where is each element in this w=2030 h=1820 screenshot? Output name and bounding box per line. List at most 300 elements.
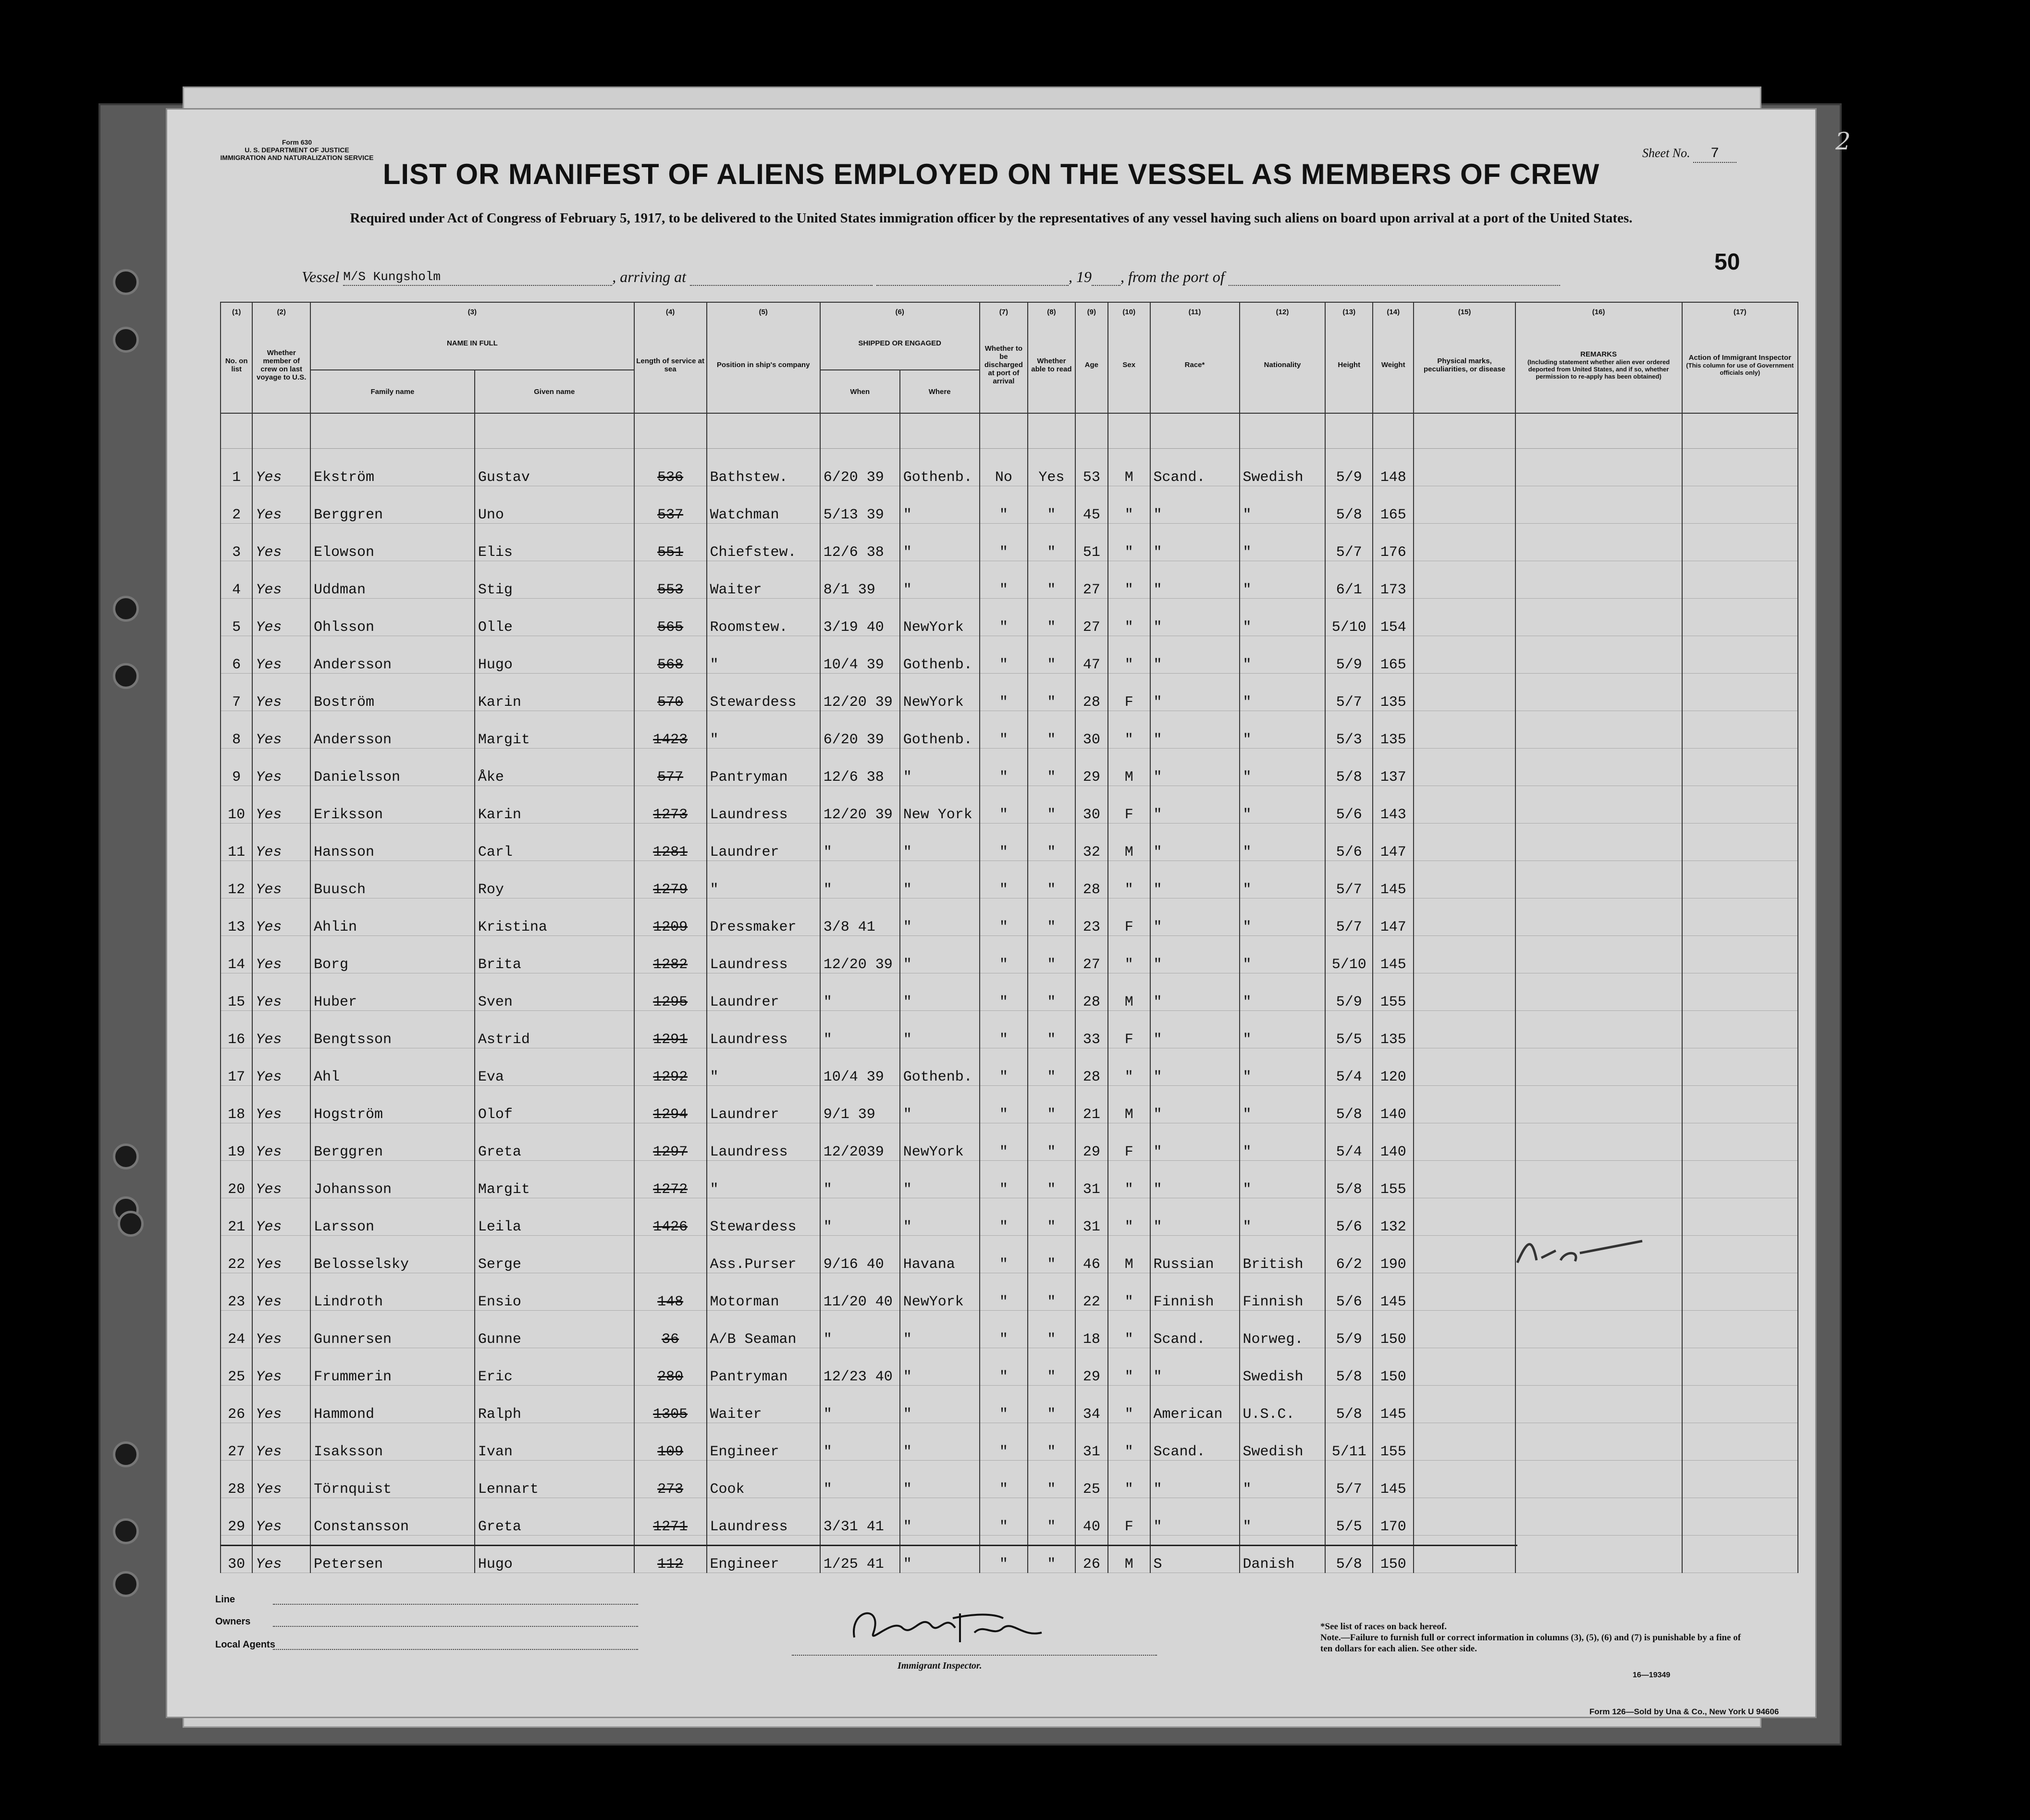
given-name-cell: Carl <box>475 824 634 861</box>
able-to-read-cell: " <box>1028 749 1075 786</box>
given-name-cell: Eva <box>475 1048 634 1086</box>
col-number: (13) <box>1325 302 1373 317</box>
family-name-cell: Hammond <box>310 1386 475 1423</box>
inspector-action-cell <box>1682 861 1798 898</box>
table-row <box>221 1123 1798 1161</box>
table-row <box>221 599 1798 636</box>
table-row <box>221 711 1798 749</box>
inspector-action-cell <box>1682 1498 1798 1536</box>
header-where: Where <box>900 370 980 413</box>
given-name-cell: Gunne <box>475 1311 634 1348</box>
remarks-cell <box>1515 1048 1682 1086</box>
nationality-cell: Norweg. <box>1240 1311 1326 1348</box>
header-name-in-full: NAME IN FULL <box>310 317 634 370</box>
family-name-cell: Gunnersen <box>310 1311 475 1348</box>
able-to-read-cell: " <box>1028 824 1075 861</box>
discharged-cell: " <box>980 1236 1028 1273</box>
physical-marks-cell <box>1414 1423 1515 1461</box>
age-cell: 33 <box>1075 1011 1108 1048</box>
age-cell: 30 <box>1075 711 1108 749</box>
weight-cell: 140 <box>1373 1123 1414 1161</box>
department-name: U. S. DEPARTMENT OF JUSTICE <box>245 146 349 154</box>
age-cell: 21 <box>1075 1086 1108 1123</box>
able-to-read-cell: " <box>1028 1236 1075 1273</box>
inspector-action-cell <box>1682 1273 1798 1311</box>
member-last-voyage-cell: Yes <box>252 786 310 824</box>
weight-cell: 132 <box>1373 1198 1414 1236</box>
inspector-action-cell <box>1682 1461 1798 1498</box>
sex-cell: " <box>1108 636 1150 674</box>
discharged-cell: " <box>980 861 1028 898</box>
table-row <box>221 561 1798 599</box>
header-able-to-read: Whether able to read <box>1028 317 1075 413</box>
family-name-cell: Huber <box>310 973 475 1011</box>
weight-cell: 143 <box>1373 786 1414 824</box>
race-cell: " <box>1150 749 1240 786</box>
member-last-voyage-cell: Yes <box>252 973 310 1011</box>
remarks-cell <box>1515 1461 1682 1498</box>
engaged-when-cell: 9/1 39 <box>820 1086 900 1123</box>
physical-marks-cell <box>1414 1311 1515 1348</box>
race-cell: Scand. <box>1150 449 1240 486</box>
binder-hole <box>113 1571 139 1597</box>
family-name-cell: Törnquist <box>310 1461 475 1498</box>
able-to-read-cell: " <box>1028 1086 1075 1123</box>
inspector-action-cell <box>1682 749 1798 786</box>
row-number-cell: 18 <box>221 1086 252 1123</box>
able-to-read-cell: " <box>1028 861 1075 898</box>
height-cell: 5/9 <box>1325 973 1373 1011</box>
weight-cell: 155 <box>1373 973 1414 1011</box>
member-last-voyage-cell: Yes <box>252 1161 310 1198</box>
member-last-voyage-cell: Yes <box>252 1198 310 1236</box>
header-no-on-list: No. on list <box>221 317 252 413</box>
member-last-voyage-cell: Yes <box>252 1536 310 1573</box>
engaged-when-cell: " <box>820 1311 900 1348</box>
binder-hole <box>113 327 139 353</box>
remarks-cell <box>1515 1086 1682 1123</box>
height-cell: 5/11 <box>1325 1423 1373 1461</box>
height-cell: 5/8 <box>1325 1536 1373 1573</box>
physical-marks-cell <box>1414 486 1515 524</box>
table-row <box>221 749 1798 786</box>
height-cell: 5/5 <box>1325 1011 1373 1048</box>
length-of-service-cell <box>634 1423 707 1461</box>
weight-cell: 150 <box>1373 1311 1414 1348</box>
length-of-service-value: 1294 <box>653 1107 688 1123</box>
table-row <box>221 973 1798 1011</box>
nationality-cell: " <box>1240 636 1326 674</box>
inspector-action-cell <box>1682 1536 1798 1573</box>
engaged-when-cell: 12/23 40 <box>820 1348 900 1386</box>
able-to-read-cell: " <box>1028 486 1075 524</box>
age-cell: 53 <box>1075 449 1108 486</box>
length-of-service-value: 1281 <box>653 844 688 861</box>
discharged-cell: " <box>980 898 1028 936</box>
age-cell: 46 <box>1075 1236 1108 1273</box>
given-name-cell: Stig <box>475 561 634 599</box>
inspector-action-cell <box>1682 1161 1798 1198</box>
local-agents-label: Local Agents <box>215 1639 275 1650</box>
able-to-read-cell: " <box>1028 936 1075 973</box>
able-to-read-cell: " <box>1028 1536 1075 1573</box>
race-cell: " <box>1150 486 1240 524</box>
inspector-action-cell <box>1682 824 1798 861</box>
given-name-cell: Kristina <box>475 898 634 936</box>
given-name-cell: Olle <box>475 599 634 636</box>
able-to-read-cell: " <box>1028 1011 1075 1048</box>
engaged-where-cell: Gothenb. <box>900 636 980 674</box>
weight-cell: 165 <box>1373 636 1414 674</box>
age-cell: 45 <box>1075 486 1108 524</box>
nationality-cell: " <box>1240 824 1326 861</box>
position-cell: " <box>707 1161 820 1198</box>
line-field <box>273 1604 638 1605</box>
engaged-when-cell: 12/20 39 <box>820 786 900 824</box>
row-number-cell: 20 <box>221 1161 252 1198</box>
height-cell: 5/8 <box>1325 749 1373 786</box>
header-whether-member: Whether member of crew on last voyage to U.S. <box>252 317 310 413</box>
race-cell: Scand. <box>1150 1423 1240 1461</box>
member-last-voyage-cell: Yes <box>252 636 310 674</box>
row-number-cell: 21 <box>221 1198 252 1236</box>
sheet-number-value: 7 <box>1693 146 1736 163</box>
length-of-service-cell <box>634 861 707 898</box>
owners-field <box>273 1626 638 1627</box>
table-row <box>221 1011 1798 1048</box>
header-when: When <box>820 370 900 413</box>
engaged-where-cell: New York <box>900 786 980 824</box>
age-cell: 31 <box>1075 1161 1108 1198</box>
penalty-note: Note.—Failure to furnish full or correct information in columns (3), (5), (6) and (7) is punishable by a fine of ten dollars for each alien. See other side. <box>1320 1633 1741 1654</box>
length-of-service-cell <box>634 973 707 1011</box>
able-to-read-cell: " <box>1028 1498 1075 1536</box>
row-number-cell: 30 <box>221 1536 252 1573</box>
race-cell: American <box>1150 1386 1240 1423</box>
position-cell: Waiter <box>707 561 820 599</box>
sex-cell: " <box>1108 561 1150 599</box>
given-name-cell: Hugo <box>475 1536 634 1573</box>
given-name-cell: Gustav <box>475 449 634 486</box>
height-cell: 5/10 <box>1325 599 1373 636</box>
row-number-cell: 19 <box>221 1123 252 1161</box>
weight-cell: 150 <box>1373 1536 1414 1573</box>
discharged-cell: " <box>980 674 1028 711</box>
engaged-where-cell: " <box>900 1198 980 1236</box>
engaged-when-cell: 11/20 40 <box>820 1273 900 1311</box>
able-to-read-cell: " <box>1028 1348 1075 1386</box>
given-name-cell: Astrid <box>475 1011 634 1048</box>
col-number: (5) <box>707 302 820 317</box>
binder-hole <box>113 596 139 622</box>
sex-cell: " <box>1108 1311 1150 1348</box>
given-name-cell: Lennart <box>475 1461 634 1498</box>
age-cell: 29 <box>1075 1348 1108 1386</box>
engaged-when-cell: 8/1 39 <box>820 561 900 599</box>
length-of-service-value: 148 <box>657 1294 684 1310</box>
arriving-at-field <box>690 270 873 286</box>
engaged-where-cell: " <box>900 1348 980 1386</box>
family-name-cell: Eriksson <box>310 786 475 824</box>
length-of-service-value: 112 <box>657 1556 684 1573</box>
physical-marks-cell <box>1414 973 1515 1011</box>
engaged-where-cell: NewYork <box>900 1273 980 1311</box>
nationality-cell: British <box>1240 1236 1326 1273</box>
discharged-cell: " <box>980 1161 1028 1198</box>
row-number-cell: 24 <box>221 1311 252 1348</box>
length-of-service-value: 1292 <box>653 1069 688 1085</box>
inspector-signature-line <box>792 1655 1157 1656</box>
able-to-read-cell: " <box>1028 599 1075 636</box>
table-row <box>221 524 1798 561</box>
vessel-line <box>302 268 1772 286</box>
remarks-cell <box>1515 636 1682 674</box>
length-of-service-value: 551 <box>657 544 684 561</box>
discharged-cell: " <box>980 824 1028 861</box>
race-cell: " <box>1150 1011 1240 1048</box>
sex-cell: " <box>1108 711 1150 749</box>
given-name-cell: Karin <box>475 786 634 824</box>
race-cell: " <box>1150 561 1240 599</box>
table-row <box>221 449 1798 486</box>
discharged-cell: " <box>980 636 1028 674</box>
nationality-cell: " <box>1240 486 1326 524</box>
physical-marks-cell <box>1414 711 1515 749</box>
manifest-body <box>221 413 1798 1573</box>
engaged-where-cell: " <box>900 973 980 1011</box>
given-name-cell: Elis <box>475 524 634 561</box>
length-of-service-cell <box>634 1386 707 1423</box>
engaged-when-cell: 12/20 39 <box>820 674 900 711</box>
remarks-cell <box>1515 1536 1682 1573</box>
height-cell: 6/2 <box>1325 1236 1373 1273</box>
engaged-where-cell: " <box>900 1011 980 1048</box>
race-cell: S <box>1150 1536 1240 1573</box>
discharged-cell: " <box>980 1123 1028 1161</box>
given-name-cell: Serge <box>475 1236 634 1273</box>
weight-cell: 147 <box>1373 824 1414 861</box>
given-name-cell: Sven <box>475 973 634 1011</box>
able-to-read-cell: " <box>1028 1048 1075 1086</box>
length-of-service-cell <box>634 1086 707 1123</box>
age-cell: 27 <box>1075 599 1108 636</box>
nationality-cell: " <box>1240 1498 1326 1536</box>
sex-cell: M <box>1108 749 1150 786</box>
table-row <box>221 486 1798 524</box>
physical-marks-cell <box>1414 1198 1515 1236</box>
page-title: LIST OR MANIFEST OF ALIENS EMPLOYED ON THE VESSEL AS MEMBERS OF CREW <box>382 158 1600 190</box>
discharged-cell: " <box>980 1273 1028 1311</box>
able-to-read-cell: " <box>1028 674 1075 711</box>
remarks-cell <box>1515 824 1682 861</box>
nationality-cell: " <box>1240 936 1326 973</box>
remarks-cell <box>1515 1386 1682 1423</box>
remarks-cell <box>1515 1123 1682 1161</box>
header-discharged: Whether to be discharged at port of arrival <box>980 317 1028 413</box>
physical-marks-cell <box>1414 1086 1515 1123</box>
engaged-where-cell: Havana <box>900 1236 980 1273</box>
length-of-service-value: 1305 <box>653 1406 688 1423</box>
length-of-service-value: 568 <box>657 657 684 673</box>
engaged-when-cell: 10/4 39 <box>820 1048 900 1086</box>
height-cell: 5/8 <box>1325 1348 1373 1386</box>
race-cell: Scand. <box>1150 1311 1240 1348</box>
weight-cell: 145 <box>1373 936 1414 973</box>
weight-cell: 135 <box>1373 1011 1414 1048</box>
manifest-sheet <box>166 108 1817 1718</box>
physical-marks-cell <box>1414 861 1515 898</box>
race-cell: " <box>1150 898 1240 936</box>
height-cell: 5/6 <box>1325 824 1373 861</box>
given-name-cell: Margit <box>475 1161 634 1198</box>
table-row <box>221 1311 1798 1348</box>
height-cell: 5/3 <box>1325 711 1373 749</box>
family-name-cell: Isaksson <box>310 1423 475 1461</box>
col-number: (3) <box>310 302 634 317</box>
length-of-service-cell <box>634 749 707 786</box>
discharged-cell: " <box>980 786 1028 824</box>
inspector-action-cell <box>1682 786 1798 824</box>
nationality-cell: " <box>1240 711 1326 749</box>
remarks-cell <box>1515 1311 1682 1348</box>
col-number: (1) <box>221 302 252 317</box>
stamp-number: 50 <box>1714 249 1740 275</box>
inspector-action-cell <box>1682 973 1798 1011</box>
inspector-action-cell <box>1682 1311 1798 1348</box>
position-cell: Pantryman <box>707 1348 820 1386</box>
age-cell: 18 <box>1075 1311 1108 1348</box>
remarks-title: REMARKS <box>1580 350 1617 358</box>
weight-cell: 140 <box>1373 1086 1414 1123</box>
engaged-where-cell: " <box>900 1498 980 1536</box>
weight-cell: 154 <box>1373 599 1414 636</box>
row-number-cell: 29 <box>221 1498 252 1536</box>
nationality-cell: " <box>1240 674 1326 711</box>
row-number-cell: 6 <box>221 636 252 674</box>
family-name-cell: Bengtsson <box>310 1011 475 1048</box>
able-to-read-cell: Yes <box>1028 449 1075 486</box>
family-name-cell: Petersen <box>310 1536 475 1573</box>
inspector-action-cell <box>1682 524 1798 561</box>
member-last-voyage-cell: Yes <box>252 1386 310 1423</box>
position-cell: Motorman <box>707 1273 820 1311</box>
given-name-cell: Ivan <box>475 1423 634 1461</box>
length-of-service-cell <box>634 1161 707 1198</box>
height-cell: 5/10 <box>1325 936 1373 973</box>
sex-cell: " <box>1108 1461 1150 1498</box>
engaged-when-cell: 1/25 41 <box>820 1536 900 1573</box>
length-of-service-value: 570 <box>657 694 684 711</box>
engaged-where-cell: Gothenb. <box>900 711 980 749</box>
age-cell: 28 <box>1075 674 1108 711</box>
binder-holes <box>113 269 147 1662</box>
member-last-voyage-cell: Yes <box>252 674 310 711</box>
discharged-cell: " <box>980 1048 1028 1086</box>
header-race: Race* <box>1150 317 1240 413</box>
length-of-service-value: 1279 <box>653 882 688 898</box>
col-number: (2) <box>252 302 310 317</box>
length-of-service-cell <box>634 636 707 674</box>
position-cell: Laundress <box>707 936 820 973</box>
remarks-cell <box>1515 561 1682 599</box>
remarks-cell <box>1515 711 1682 749</box>
physical-marks-cell <box>1414 936 1515 973</box>
able-to-read-cell: " <box>1028 1123 1075 1161</box>
table-row <box>221 1348 1798 1386</box>
engaged-when-cell: 3/8 41 <box>820 898 900 936</box>
height-cell: 5/7 <box>1325 1461 1373 1498</box>
weight-cell: 135 <box>1373 674 1414 711</box>
engaged-where-cell: " <box>900 1086 980 1123</box>
engaged-when-cell: 6/20 39 <box>820 711 900 749</box>
age-cell: 23 <box>1075 898 1108 936</box>
nationality-cell: U.S.C. <box>1240 1386 1326 1423</box>
table-row <box>221 786 1798 824</box>
row-number-cell: 28 <box>221 1461 252 1498</box>
member-last-voyage-cell: Yes <box>252 561 310 599</box>
position-cell: Watchman <box>707 486 820 524</box>
length-of-service-cell <box>634 786 707 824</box>
page-subtitle: Required under Act of Congress of February 5, 1917, to be delivered to the United States immigration officer by the representatives of any vessel having such aliens on board upon arrival at a port of the United States. <box>350 210 1633 226</box>
able-to-read-cell: " <box>1028 1161 1075 1198</box>
engaged-when-cell: " <box>820 1386 900 1423</box>
nationality-cell: " <box>1240 973 1326 1011</box>
discharged-cell: " <box>980 524 1028 561</box>
physical-marks-cell <box>1414 524 1515 561</box>
arriving-label: , arriving at <box>612 268 686 285</box>
length-of-service-value: 36 <box>662 1331 679 1348</box>
table-row <box>221 1273 1798 1311</box>
family-name-cell: Ekström <box>310 449 475 486</box>
remarks-cell <box>1515 1498 1682 1536</box>
member-last-voyage-cell: Yes <box>252 486 310 524</box>
weight-cell: 190 <box>1373 1236 1414 1273</box>
length-of-service-cell <box>634 1273 707 1311</box>
col-number: (8) <box>1028 302 1075 317</box>
weight-cell: 173 <box>1373 561 1414 599</box>
engaged-where-cell: NewYork <box>900 599 980 636</box>
sex-cell: F <box>1108 1123 1150 1161</box>
sex-cell: F <box>1108 898 1150 936</box>
service-name: IMMIGRATION AND NATURALIZATION SERVICE <box>220 154 374 161</box>
race-cell: " <box>1150 1048 1240 1086</box>
length-of-service-cell <box>634 486 707 524</box>
physical-marks-cell <box>1414 1461 1515 1498</box>
able-to-read-cell: " <box>1028 1461 1075 1498</box>
engaged-when-cell: " <box>820 1198 900 1236</box>
remarks-cell <box>1515 599 1682 636</box>
height-cell: 6/1 <box>1325 561 1373 599</box>
engaged-where-cell: " <box>900 561 980 599</box>
position-cell: Waiter <box>707 1386 820 1423</box>
nationality-cell: " <box>1240 898 1326 936</box>
race-note: *See list of races on back hereof. <box>1320 1622 1447 1632</box>
weight-cell: 145 <box>1373 861 1414 898</box>
age-cell: 31 <box>1075 1198 1108 1236</box>
row-number-cell: 2 <box>221 486 252 524</box>
sex-cell: F <box>1108 674 1150 711</box>
discharged-cell: No <box>980 449 1028 486</box>
footer-notes <box>1320 1621 1753 1654</box>
height-cell: 5/4 <box>1325 1123 1373 1161</box>
physical-marks-cell <box>1414 1123 1515 1161</box>
row-number-cell: 14 <box>221 936 252 973</box>
header-age: Age <box>1075 317 1108 413</box>
nationality-cell: " <box>1240 561 1326 599</box>
length-of-service-cell <box>634 674 707 711</box>
length-of-service-cell <box>634 1536 707 1573</box>
sex-cell: " <box>1108 1348 1150 1386</box>
